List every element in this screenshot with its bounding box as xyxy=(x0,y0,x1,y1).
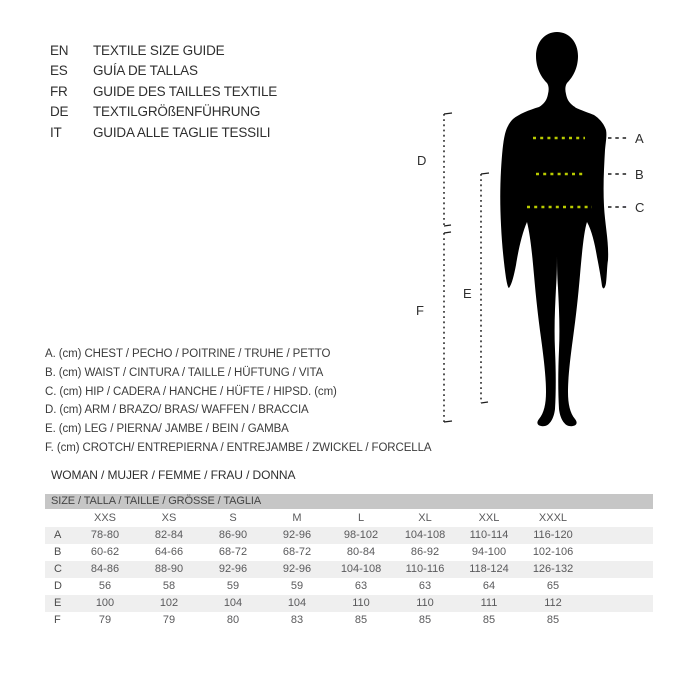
gender-title: WOMAN / MUJER / FEMME / FRAU / DONNA xyxy=(51,468,296,482)
chest-marker-label: A xyxy=(635,131,644,146)
cell: 85 xyxy=(546,614,560,626)
cell: 111 xyxy=(480,597,498,609)
column-header: XXXL xyxy=(538,512,568,524)
woman-silhouette xyxy=(500,32,608,426)
measurement-figure xyxy=(395,20,695,440)
cell: 116-120 xyxy=(533,529,573,541)
cell: 84-86 xyxy=(90,563,120,575)
cell: 92-96 xyxy=(218,563,248,575)
cell: 104-108 xyxy=(404,529,446,541)
column-header: L xyxy=(357,512,365,524)
cell: 104 xyxy=(287,597,307,609)
cell: 92-96 xyxy=(282,563,312,575)
cell: 100 xyxy=(95,597,115,609)
cell: 102 xyxy=(159,597,179,609)
cell: 80 xyxy=(226,614,240,626)
cell: 110-114 xyxy=(469,529,509,541)
legend-waist: B. (cm) WAIST / CINTURA / TAILLE / HÜFTUNG / VITA xyxy=(45,366,324,379)
guide-title: GUIDA ALLE TAGLIE TESSILI xyxy=(93,124,271,140)
cell: 79 xyxy=(162,614,176,626)
measurement-legend xyxy=(45,345,431,458)
column-header: XXS xyxy=(93,512,116,524)
guide-title: GUÍA DE TALLAS xyxy=(93,63,198,79)
legend-chest: A. (cm) CHEST / PECHO / POITRINE / TRUHE / PETTO xyxy=(45,348,331,360)
cell: 82-84 xyxy=(154,529,184,541)
hip-marker-label: C xyxy=(635,200,645,215)
legend-crotch: F. (cm) CROTCH/ ENTREPIERNA / ENTREJAMBE / ZWICKEL / FORCELLA xyxy=(45,441,432,454)
cell: 110 xyxy=(352,597,370,609)
size-table xyxy=(45,509,653,629)
cell: 86-90 xyxy=(218,529,248,541)
cell: 85 xyxy=(354,614,368,626)
lang-code: EN xyxy=(50,43,69,58)
column-header: XL xyxy=(418,512,432,524)
lang-code: IT xyxy=(50,124,62,140)
cell: 80-84 xyxy=(346,546,376,558)
waist-marker-label: B xyxy=(635,167,644,182)
table-row xyxy=(45,595,653,612)
filler-cell xyxy=(585,578,653,595)
table-row xyxy=(45,561,653,578)
title-block xyxy=(50,41,277,143)
arm-tick-top xyxy=(444,113,452,114)
lang-code: DE xyxy=(50,104,69,120)
cell: 88-90 xyxy=(154,563,184,575)
filler-cell xyxy=(585,595,653,612)
crotch-tick-bottom xyxy=(444,421,452,422)
filler-cell xyxy=(585,561,653,578)
cell: 60-62 xyxy=(90,546,120,558)
row-label: E xyxy=(54,597,62,609)
row-label: B xyxy=(54,546,62,558)
table-row xyxy=(45,544,653,561)
cell: 68-72 xyxy=(218,546,248,558)
crotch-tick-top xyxy=(444,232,451,233)
column-header: S xyxy=(229,512,237,524)
filler-cell xyxy=(585,544,653,561)
cell: 112 xyxy=(544,597,562,609)
cell: 64-66 xyxy=(154,546,184,558)
legend-leg: E. (cm) LEG / PIERNA/ JAMBE / BEIN / GAMBA xyxy=(45,423,289,436)
guide-title: GUIDE DES TAILLES TEXTILE xyxy=(93,83,278,99)
cell: 63 xyxy=(418,580,432,592)
row-label: C xyxy=(54,563,62,575)
filler-cell xyxy=(585,612,653,629)
cell: 85 xyxy=(418,614,432,626)
cell: 104 xyxy=(223,597,243,609)
arm-tick-bottom xyxy=(444,225,451,226)
cell: 118-124 xyxy=(469,563,509,575)
column-header: XS xyxy=(161,512,177,524)
cell: 56 xyxy=(98,580,112,592)
table-row xyxy=(45,578,653,595)
table-row xyxy=(45,527,653,544)
crotch-marker-label: F xyxy=(416,303,424,318)
cell: 58 xyxy=(162,580,176,592)
row-label: A xyxy=(54,529,62,541)
table-row xyxy=(45,612,653,629)
title-row-it xyxy=(50,123,277,143)
lang-code: FR xyxy=(50,83,68,99)
cell: 110-116 xyxy=(405,563,445,575)
size-columns-row xyxy=(45,509,653,527)
cell: 110 xyxy=(416,597,434,609)
column-header: M xyxy=(292,512,302,524)
title-row-es xyxy=(50,61,277,81)
cell: 79 xyxy=(98,614,112,626)
cell: 59 xyxy=(226,580,240,592)
cell: 83 xyxy=(290,614,304,626)
arm-marker-label: D xyxy=(417,153,427,168)
cell: 64 xyxy=(482,580,496,592)
corner-cell xyxy=(45,509,73,527)
size-table-header-band: SIZE / TALLA / TAILLE / GRÖSSE / TAGLIA xyxy=(45,494,653,509)
guide-title: TEXTILGRÖßENFÜHRUNG xyxy=(93,104,261,120)
cell: 104-108 xyxy=(340,563,382,575)
cell: 126-132 xyxy=(532,563,574,575)
legend-arm: D. (cm) ARM / BRAZO/ BRAS/ WAFFEN / BRACCIA xyxy=(45,404,309,417)
cell: 65 xyxy=(546,580,560,592)
title-row-en xyxy=(50,41,277,61)
title-row-fr xyxy=(50,82,277,102)
cell: 85 xyxy=(482,614,496,626)
lang-code: ES xyxy=(50,63,68,79)
legend-hip: C. (cm) HIP / CADERA / HANCHE / HÜFTE / HIPSD. (cm) xyxy=(45,385,337,398)
leg-marker-label: E xyxy=(463,286,472,301)
column-header: XXL xyxy=(478,512,500,524)
cell: 63 xyxy=(354,580,368,592)
leg-tick-top xyxy=(481,173,489,174)
size-table-section xyxy=(45,494,653,629)
cell: 86-92 xyxy=(410,546,440,558)
cell: 94-100 xyxy=(471,546,507,558)
cell: 98-102 xyxy=(343,529,379,541)
cell: 102-106 xyxy=(532,546,574,558)
cell: 59 xyxy=(290,580,304,592)
cell: 92-96 xyxy=(282,529,312,541)
title-row-de xyxy=(50,102,277,122)
guide-title: TEXTILE SIZE GUIDE xyxy=(93,43,225,58)
cell: 68-72 xyxy=(282,546,312,558)
filler-cell xyxy=(585,509,653,527)
row-label: F xyxy=(54,614,61,626)
filler-cell xyxy=(585,527,653,544)
leg-tick-bottom xyxy=(481,402,488,403)
row-label: D xyxy=(54,580,62,592)
cell: 78-80 xyxy=(90,529,120,541)
